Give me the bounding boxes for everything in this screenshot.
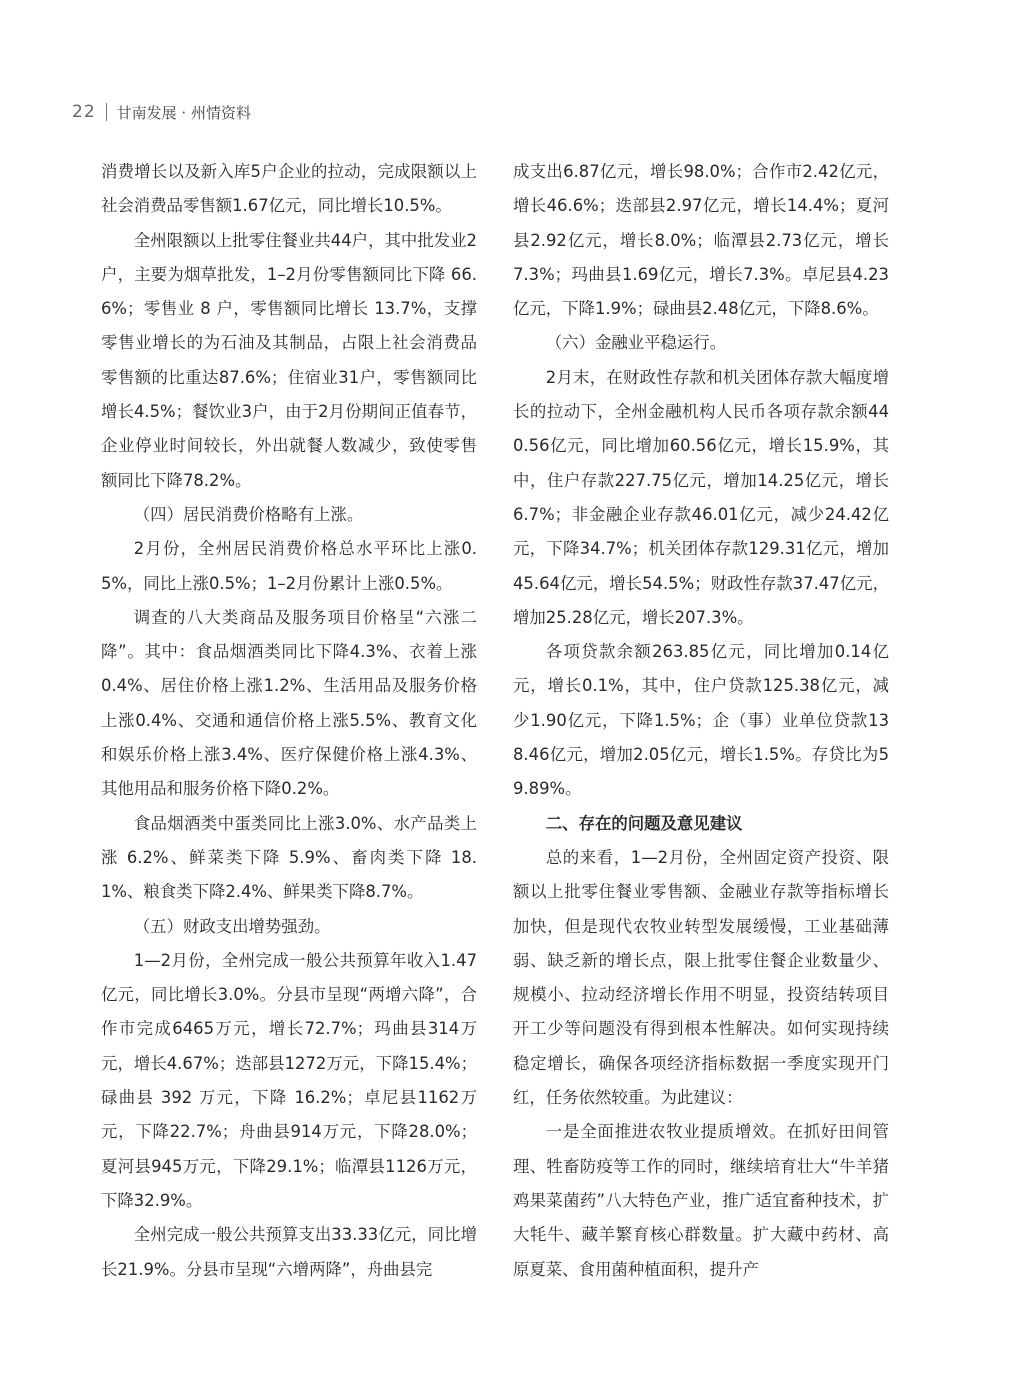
paragraph: 1—2月份，全州完成一般公共预算年收入1.47亿元，同比增长3.0%。分县市呈现“两增六降”，合作市完成6465万元，增长72.7%；玛曲县314万元，增长4.67%；迭部县1272万元，下降15.4%；碌曲县 392 万元，下降 16.2%；卓尼县1162万元，下降22.7%；舟曲县914万元，下降28.0%；夏河县945万元，下降29.1%；临潭县1126万元，下降32.9%。 — [101, 950, 477, 1210]
paragraph: 一是全面推进农牧业提质增效。在抓好田间管理、牲畜防疫等工作的同时，继续培育壮大“牛羊猪鸡果菜菌药”八大特色产业，推广适宜畜种技术，扩大牦牛、藏羊繁育核心群数量。扩大藏中药材、高原夏菜、食用菌种植面积，提升产 — [513, 1122, 889, 1279]
section-heading: （四）居民消费价格略有上涨。 — [133, 504, 364, 524]
chapter-heading: 二、存在的问题及意见建议 — [545, 813, 743, 833]
section-heading: （五）财政支出增势强劲。 — [133, 916, 331, 936]
page-header — [72, 100, 251, 124]
right-column — [513, 155, 889, 1287]
paragraph: 食品烟酒类中蛋类同比上涨3.0%、水产品类上涨 6.2%、鲜菜类下降 5.9%、畜肉类下降 18.1%、粮食类下降2.4%、鲜果类下降8.7%。 — [101, 813, 477, 902]
paragraph: 消费增长以及新入库5户企业的拉动，完成限额以上社会消费品零售额1.67亿元，同比增长10.5%。 — [101, 162, 477, 216]
paragraph: 全州完成一般公共预算支出33.33亿元，同比增长21.9%。分县市呈现“六增两降”，舟曲县完 — [101, 1225, 477, 1279]
paragraph: 2月份，全州居民消费价格总水平环比上涨0.5%，同比上涨0.5%；1–2月份累计上涨0.5%。 — [101, 539, 477, 593]
paragraph: 调查的八大类商品及服务项目价格呈“六涨二降”。其中：食品烟酒类同比下降4.3%、衣着上涨0.4%、居住价格上涨1.2%、生活用品及服务价格上涨0.4%、交通和通信价格上涨5.5%、教育文化和娱乐价格上涨3.4%、医疗保健价格上涨4.3%、其他用品和服务价格下降0.2%。 — [101, 607, 477, 799]
section-heading: （六）金融业平稳运行。 — [545, 333, 727, 353]
paragraph: 2月末，在财政性存款和机关团体存款大幅度增长的拉动下，全州金融机构人民币各项存款余额440.56亿元，同比增加60.56亿元，增长15.9%，其中，住户存款227.75亿元，增加14.25亿元，增长6.7%；非金融企业存款46.01亿元，减少24.42亿元，下降34.7%；机关团体存款129.31亿元，增加45.64亿元，增长54.5%；财政性存款37.47亿元，增加25.28亿元，增长207.3%。 — [513, 367, 889, 627]
paragraph: 各项贷款余额263.85亿元，同比增加0.14亿元，增长0.1%，其中，住户贷款125.38亿元，减少1.90亿元，下降1.5%；企（事）业单位贷款138.46亿元，增加2.05亿元，增长1.5%。存贷比为59.89%。 — [513, 642, 889, 799]
publication-title: 甘南发展 · 州情资料 — [116, 103, 251, 122]
left-column — [101, 155, 477, 1287]
paragraph: 总的来看，1—2月份，全州固定资产投资、限额以上批零住餐业零售额、金融业存款等指标增长加快，但是现代农牧业转型发展缓慢，工业基础薄弱、缺乏新的增长点，限上批零住餐企业数量少、规模小、拉动经济增长作用不明显，投资结转项目开工少等问题没有得到根本性解决。如何实现持续稳定增长，确保各项经济指标数据一季度实现开门红，任务依然较重。为此建议： — [513, 847, 889, 1108]
paragraph: 全州限额以上批零住餐业共44户，其中批发业2户，主要为烟草批发，1–2月份零售额同比下降 66.6%；零售业 8 户，零售额同比增长 13.7%，支撑零售业增长的为石油及其制品，占限上社会消费品零售额的比重达87.6%；住宿业31户，零售额同比增长4.5%；餐饮业3户，由于2月份期间正值春节，企业停业时间较长，外出就餐人数减少，致使零售额同比下降78.2%。 — [101, 230, 477, 490]
header-divider — [106, 103, 107, 121]
paragraph: 成支出6.87亿元，增长98.0%；合作市2.42亿元，增长46.6%；迭部县2.97亿元，增长14.4%；夏河县2.92亿元，增长8.0%；临潭县2.73亿元，增长7.3%；玛曲县1.69亿元，增长7.3%。卓尼县4.23亿元，下降1.9%；碌曲县2.48亿元，下降8.6%。 — [513, 162, 889, 319]
page-number: 22 — [72, 102, 96, 122]
